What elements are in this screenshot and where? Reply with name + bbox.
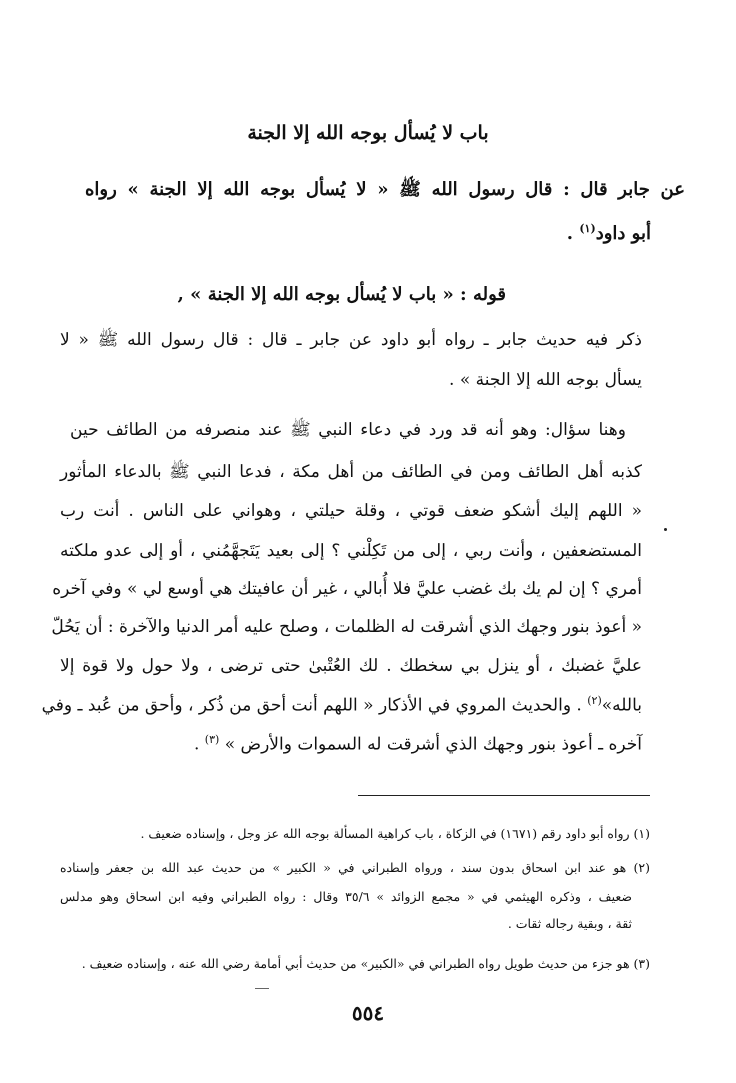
discussion-line-2: كذبه أهل الطائف ومن في الطائف من أهل مكة ، فدعا النبي ﷺ بالدعاء المأثور (60, 462, 642, 482)
commentary-line-1: ذكر فيه حديث جابر ـ رواه أبو داود عن جابر ـ قال : قال رسول الله ﷺ « لا (60, 330, 642, 350)
hadith-end-mark: . (566, 223, 574, 244)
discussion-line-3: « اللهم إليك أشكو ضعف قوتي ، وقلة حيلتي ، وهواني على الناس . أنت رب (60, 501, 642, 521)
discussion-line-9-end: . (193, 734, 200, 755)
footnote-1: (١) رواه أبو داود رقم (١٦٧١) في الزكاة ، باب كراهية المسألة بوجه الله عز وجل ، وإسناده ضعيف . (140, 826, 650, 841)
decorative-tick (255, 988, 269, 989)
chapter-title: باب لا يُسأل بوجه الله إلا الجنة (247, 122, 489, 144)
footnote-2-line-2: ضعيف ، وذكره الهيثمي في « مجمع الزوائد » ٣٥/٦ وقال : رواه الطبراني وفيه ابن اسحاق وهو مدلس (60, 889, 632, 904)
discussion-line-5: أمري ؟ إن لم يك بك غضب عليَّ فلا أُبالي ، غير أن عافيتك هي أوسع لي » وفي آخره (52, 579, 642, 599)
discussion-line-4: المستضعفين ، وأنت ربي ، إلى من تَكِلْني ؟ إلى بعيد يَتَجهَّمُني ، أو إلى عدو ملكته (60, 541, 642, 561)
discussion-line-9-text: آخره ـ أعوذ بنور وجهك الذي أشرقت له السموات والأرض » (224, 734, 642, 755)
footnote-3: (٣) هو جزء من حديث طويل رواه الطبراني في «الكبير» من حديث أبي أمامة رضي الله عنه ، وإسناده ضعيف . (81, 956, 650, 971)
hadith-line-2 (567, 222, 651, 244)
footnote-separator (358, 795, 650, 796)
hadith-line-1: عن جابر قال : قال رسول الله ﷺ « لا يُسأل بوجه الله إلا الجنة » رواه (85, 179, 685, 200)
discussion-line-8-start: بالله» (601, 695, 642, 716)
discussion-line-1: وهنا سؤال: وهو أنه قد ورد في دعاء النبي ﷺ عند منصرفه من الطائف حين (70, 420, 626, 440)
commentary-heading: قوله : « باب لا يُسأل بوجه الله إلا الجنة » , (177, 284, 506, 305)
discussion-line-6: « أعوذ بنور وجهك الذي أشرقت له الظلمات ، وصلح عليه أمر الدنيا والآخرة : أن يَحُلّ (51, 617, 642, 637)
footnote-ref-1: (١) (579, 222, 596, 235)
footnote-2-line-3: ثقة ، وبقية رجاله ثقات . (507, 916, 632, 931)
discussion-line-9 (194, 733, 642, 755)
discussion-line-7: عليَّ غضبك ، أو ينزل بي سخطك . لك العُتْبىٰ حتى ترضى ، ولا حول ولا قوة إلا (60, 656, 642, 676)
commentary-line-2: يسأل بوجه الله إلا الجنة » . (449, 370, 642, 390)
footnote-2-line-1: (٢) هو عند ابن اسحاق بدون سند ، ورواه الطبراني في « الكبير » من حديث عبد الله بن جعفر وإسناده (60, 860, 650, 875)
discussion-line-8-rest: . والحديث المروي في الأذكار « اللهم أنت أحق من ذُكر ، وأحق من عُبد ـ وفي (41, 695, 582, 716)
footnote-ref-3: (٣) (204, 733, 220, 746)
hadith-narrator: أبو داود (595, 223, 651, 244)
margin-dot (664, 528, 667, 531)
discussion-line-8 (41, 694, 642, 716)
page-number: ٥٥٤ (351, 1001, 385, 1025)
footnote-ref-2: (٢) (587, 694, 602, 707)
